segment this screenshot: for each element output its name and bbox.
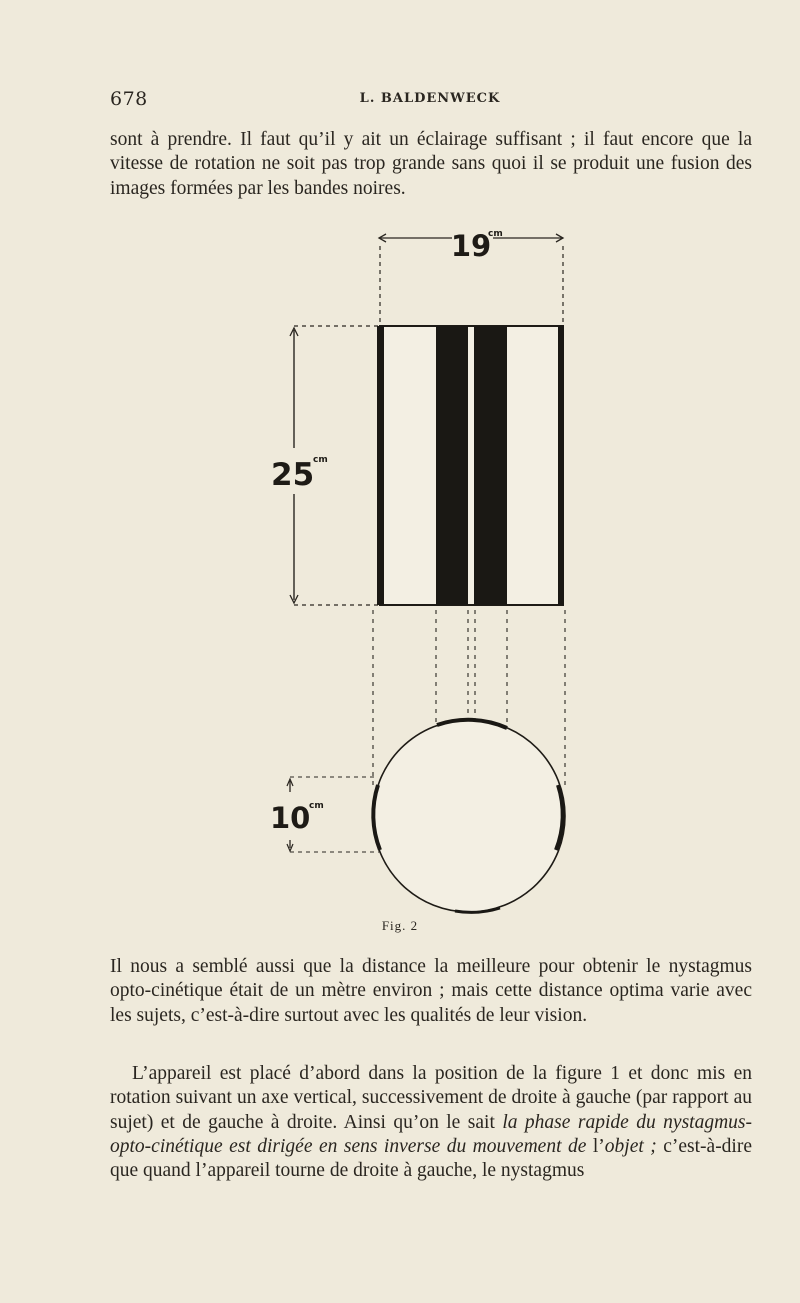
height-unit: cm [313, 455, 328, 465]
black-stripe-1 [436, 326, 468, 605]
width-unit: cm [488, 229, 503, 239]
page-number: 678 [110, 88, 148, 110]
diameter-value: 10 [270, 801, 311, 835]
paragraph-text: l’ [592, 1135, 605, 1157]
running-head: L. BALDENWECK [359, 91, 501, 106]
cylinder-front-view [377, 326, 564, 605]
italic-phrase: la phase rapide du nystagmus-opto-cinétique est dirigée en sens inverse du mouvement de [110, 1111, 752, 1157]
paragraph-text: c’est-à-dire que quand l’appareil tourne de droite à gauche, le nystagmus [110, 1135, 752, 1182]
right-edge-band [558, 326, 564, 605]
paragraph-text: L’appareil est placé d’abord dans la position de la figure 1 et donc mis en rotation suivant un axe vertical, successivement de droite à gauche (par rapport au sujet) et de gauche à droite. Ainsi qu’on le sait [110, 1063, 752, 1133]
cylinder-top-view [373, 720, 565, 913]
paragraph-distance: Il nous a semblé aussi que la distance la meilleure pour obtenir le nystagmus opto-cinétique était de un mètre environ ; mais cette distance optima varie avec les sujets, c’est-à-dire surtout avec les qualités de leur vision. [110, 956, 752, 1026]
left-edge-band [377, 326, 384, 605]
figure-caption: Fig. 2 [381, 918, 419, 933]
height-value: 25 [271, 457, 315, 493]
width-value: 19 [450, 229, 492, 263]
black-stripe-2 [474, 326, 507, 605]
paragraph-apparatus [110, 1062, 752, 1183]
diameter-unit: cm [309, 801, 324, 811]
paragraph-continuation: sont à prendre. Il faut qu’il y ait un éclairage suffisant ; il faut encore que la vitesse de rotation ne soit pas trop grande sans quoi il se produit une fusion des images formées par les bandes noires. [110, 129, 752, 199]
italic-phrase: objet ; [604, 1135, 657, 1157]
